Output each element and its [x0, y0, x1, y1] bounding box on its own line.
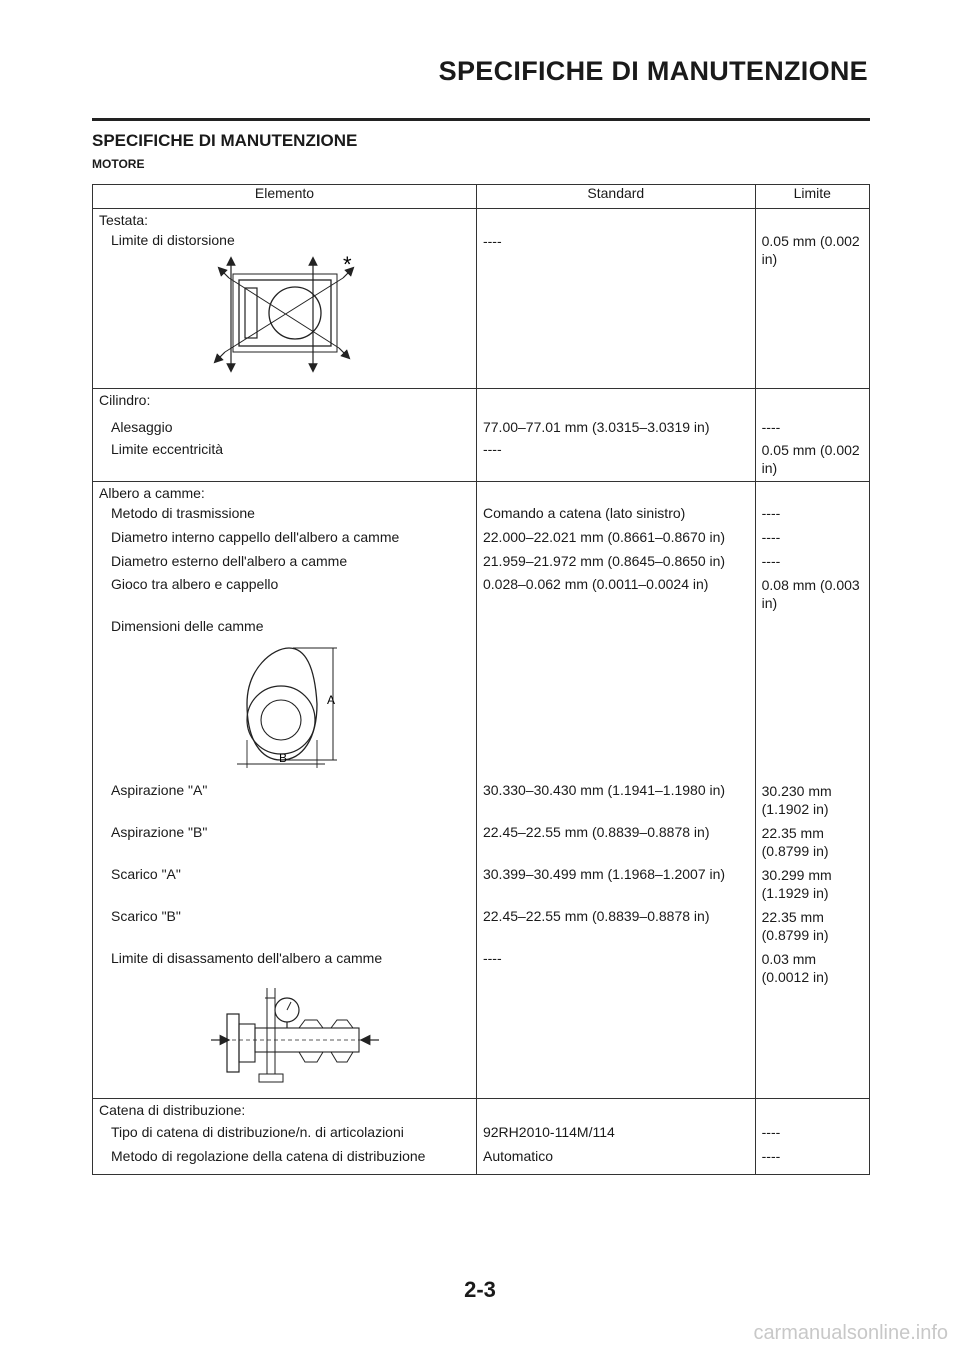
row-standard: ----	[476, 232, 755, 389]
row-standard: 92RH2010-114M/114	[476, 1124, 755, 1148]
group-label-albero: Albero a camme:	[93, 482, 477, 506]
row-standard: 30.399–30.499 mm (1.1968–1.2007 in)	[476, 866, 755, 908]
table-header-row	[93, 185, 870, 209]
row-limit: ----	[761, 505, 781, 521]
row-limit: ----	[761, 419, 781, 435]
row-limit: 0.05 mm (0.002 in)	[761, 233, 860, 267]
row-limit: 22.35 mm (0.8799 in)	[761, 825, 829, 859]
row-label: Limite di distorsione	[111, 232, 235, 248]
table-row	[93, 1124, 870, 1148]
row-label: Scarico "B"	[111, 908, 181, 924]
cam-label-b: B	[279, 751, 288, 765]
camshaft-runout-figure	[207, 984, 387, 1094]
row-limit: ----	[761, 1148, 781, 1164]
table-row	[93, 950, 870, 1099]
table-row	[93, 1148, 870, 1175]
header-rule	[92, 118, 870, 121]
table-row	[93, 553, 870, 576]
table-row	[93, 782, 870, 824]
row-label: Diametro esterno dell'albero a camme	[111, 553, 348, 569]
row-standard: ----	[476, 441, 755, 482]
table-row	[93, 505, 870, 529]
table-row	[93, 576, 870, 618]
row-label: Tipo di catena di distribuzione/n. di articolazioni	[111, 1124, 404, 1140]
row-limit: 30.299 mm (1.1929 in)	[761, 867, 832, 901]
row-label: Gioco tra albero e cappello	[111, 576, 279, 592]
row-standard: 21.959–21.972 mm (0.8645–0.8650 in)	[476, 553, 755, 576]
col-header-limite: Limite	[755, 185, 869, 209]
table-row	[93, 389, 870, 420]
table-row	[93, 209, 870, 233]
table-row	[93, 232, 870, 389]
table-row	[93, 529, 870, 553]
page-number: 2-3	[464, 1277, 496, 1302]
row-limit: 0.05 mm (0.002 in)	[761, 442, 860, 476]
group-label-catena: Catena di distribuzione:	[93, 1099, 477, 1125]
row-limit: ----	[761, 553, 781, 569]
row-limit: 22.35 mm (0.8799 in)	[761, 909, 829, 943]
section-title: SPECIFICHE DI MANUTENZIONE	[92, 131, 358, 150]
spec-table	[92, 184, 870, 1175]
group-label-cilindro: Cilindro:	[93, 389, 477, 420]
row-label: Limite di disassamento dell'albero a camme	[111, 950, 383, 966]
row-limit: ----	[761, 529, 781, 545]
table-row	[93, 1099, 870, 1125]
head-warpage-figure	[209, 256, 369, 374]
row-label: Aspirazione "A"	[111, 782, 208, 798]
row-label: Metodo di regolazione della catena di distribuzione	[111, 1148, 426, 1164]
row-standard: ----	[476, 950, 755, 1099]
cam-label-a: A	[327, 693, 336, 707]
table-row	[93, 908, 870, 950]
row-label: Scarico "A"	[111, 866, 181, 882]
row-standard: 22.45–22.55 mm (0.8839–0.8878 in)	[476, 824, 755, 866]
cam-lobe-figure	[233, 640, 353, 768]
col-header-elemento: Elemento	[93, 185, 477, 209]
row-label: Metodo di trasmissione	[111, 505, 255, 521]
group-label-testata: Testata:	[93, 209, 477, 233]
row-limit: 0.08 mm (0.003 in)	[761, 577, 860, 611]
table-row	[93, 441, 870, 482]
section-subtitle: MOTORE	[92, 157, 145, 171]
row-label: Alesaggio	[111, 419, 173, 435]
row-standard: Comando a catena (lato sinistro)	[476, 505, 755, 529]
table-row	[93, 482, 870, 506]
watermark: carmanualsonline.info	[753, 1322, 948, 1344]
row-limit: 30.230 mm (1.1902 in)	[761, 783, 832, 817]
row-standard: 0.028–0.062 mm (0.0011–0.0024 in)	[476, 576, 755, 618]
row-standard: Automatico	[476, 1148, 755, 1175]
row-standard: 22.45–22.55 mm (0.8839–0.8878 in)	[476, 908, 755, 950]
row-label: Limite eccentricità	[111, 441, 224, 457]
asterisk-mark: *	[343, 256, 352, 277]
page-header-title: SPECIFICHE DI MANUTENZIONE	[438, 56, 868, 86]
row-standard: 22.000–22.021 mm (0.8661–0.8670 in)	[476, 529, 755, 553]
table-row	[93, 618, 870, 782]
table-row	[93, 419, 870, 441]
row-limit: 0.03 mm (0.0012 in)	[761, 951, 829, 985]
row-limit: ----	[761, 1124, 781, 1140]
row-label: Aspirazione "B"	[111, 824, 208, 840]
table-row	[93, 824, 870, 866]
table-row	[93, 866, 870, 908]
row-label: Dimensioni delle camme	[111, 618, 264, 634]
row-standard: 77.00–77.01 mm (3.0315–3.0319 in)	[476, 419, 755, 441]
row-standard: 30.330–30.430 mm (1.1941–1.1980 in)	[476, 782, 755, 824]
col-header-standard: Standard	[476, 185, 755, 209]
row-label: Diametro interno cappello dell'albero a camme	[111, 529, 400, 545]
